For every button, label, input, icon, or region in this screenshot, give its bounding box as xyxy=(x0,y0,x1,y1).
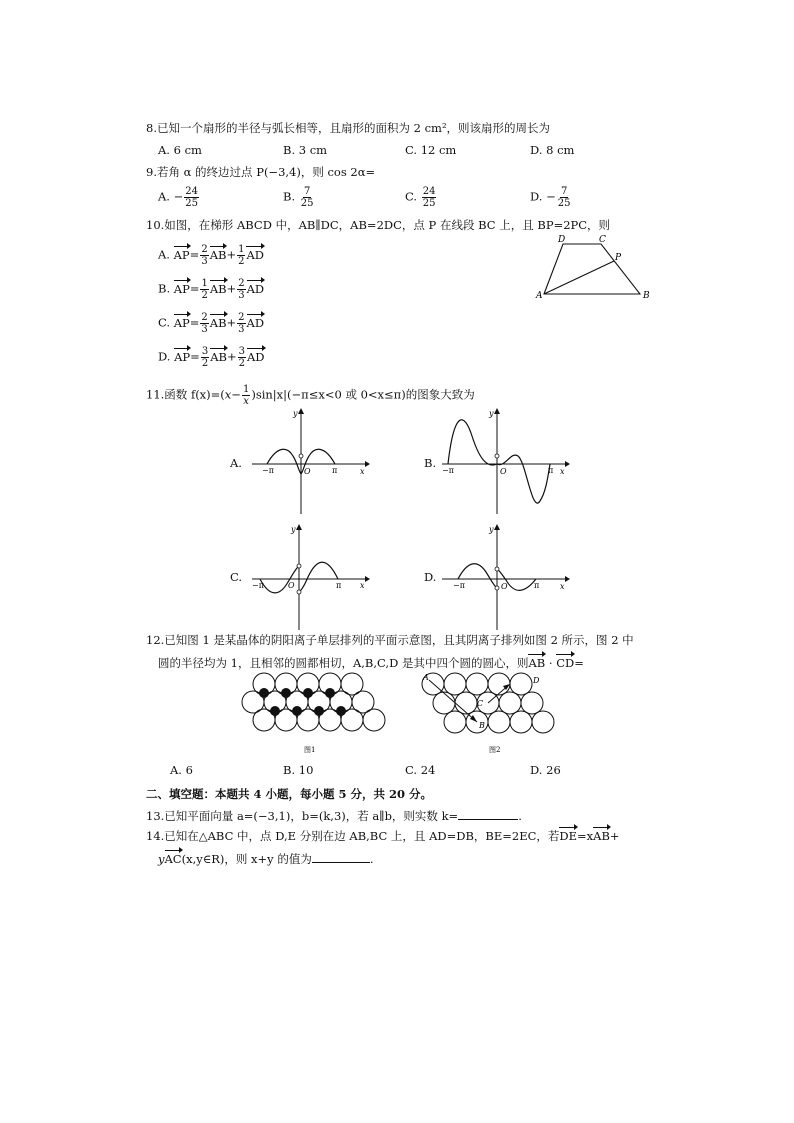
q8-option-c: C. 12 cm xyxy=(405,143,457,157)
svg-text:π: π xyxy=(332,466,338,475)
svg-text:x: x xyxy=(360,581,365,590)
svg-text:π: π xyxy=(336,581,342,590)
svg-text:−π: −π xyxy=(453,581,465,590)
svg-text:O: O xyxy=(304,467,311,476)
q10-option-d: D. AP= $\frac{3}{2}$ AB+ $\frac{3}{2}$ AD xyxy=(158,346,265,369)
q12-option-c: C. 24 xyxy=(405,763,436,777)
q12-stem-line1: 12.已知图 1 是某晶体的阴阳离子单层排列的平面示意图，且其阴离子排列如图 2 所示，图 2 中 xyxy=(146,633,634,647)
fig2-caption: 图2 xyxy=(489,746,501,754)
q10-option-b: B. AP= $\frac{1}{2}$ AB+ $\frac{2}{3}$ AD xyxy=(158,278,265,301)
q11-stem: 11.函数 f(x)=(x− $\frac{1}{x}$ )sin|x|(−π≤x<0 或 0<x≤π)的图象大致为 xyxy=(146,384,475,407)
svg-text:O: O xyxy=(501,582,508,591)
q14-line1: 14.已知在△ABC 中，点 D,E 分别在边 AB,BC 上，且 AD=DB，BE=2EC，若DE=xAB+ xyxy=(146,829,620,843)
svg-text:−π: −π xyxy=(442,466,454,475)
svg-text:y: y xyxy=(291,525,296,534)
svg-text:−π: −π xyxy=(262,466,274,475)
svg-text:C: C xyxy=(477,699,484,708)
q9-option-d: D. − $\frac{7}{25}$ xyxy=(530,186,571,209)
crystal-figure-1 xyxy=(238,668,388,758)
q14-answer-blank[interactable] xyxy=(312,862,370,863)
svg-text:y: y xyxy=(293,409,298,418)
svg-text:D: D xyxy=(533,676,540,685)
svg-text:x: x xyxy=(560,467,565,476)
graph-b xyxy=(440,406,570,516)
q10-stem: 10.如图，在梯形 ABCD 中，AB∥DC，AB=2DC，点 P 在线段 BC 上，且 BP=2PC，则 xyxy=(146,218,611,232)
svg-text:O: O xyxy=(288,581,295,590)
graph-c xyxy=(250,522,370,632)
q10-option-c: C. AP= $\frac{2}{3}$ AB+ $\frac{2}{3}$ AD xyxy=(158,312,265,335)
q13-stem: 13.已知平面向量 a=(−3,1)，b=(k,3)，若 a∥b，则实数 k= . xyxy=(146,809,522,823)
crystal-figure-2 xyxy=(415,668,565,758)
q12-option-b: B. 10 xyxy=(283,763,314,777)
svg-text:π: π xyxy=(548,466,554,475)
graph-d xyxy=(440,522,570,632)
label-p: P xyxy=(615,253,622,263)
svg-text:y: y xyxy=(489,409,494,418)
graph-c-label: C. xyxy=(230,570,243,584)
q10-option-a: A. AP= $\frac{2}{3}$ AB+ $\frac{1}{2}$ AD xyxy=(158,244,264,267)
trapezoid-figure xyxy=(535,232,660,304)
q12-stem-line2: 圆的半径均为 1，且相邻的圆都相切，A,B,C,D 是其中四个圆的圆心，则AB · CD= xyxy=(158,656,584,670)
svg-text:x: x xyxy=(560,582,565,591)
graph-a xyxy=(250,406,370,516)
label-b: B xyxy=(643,291,650,301)
svg-text:A: A xyxy=(423,673,429,682)
graph-a-label: A. xyxy=(230,456,242,470)
q12-option-a: A. 6 xyxy=(170,763,193,777)
q9-option-a: A. − $\frac{24}{25}$ xyxy=(158,186,198,209)
q8-option-b: B. 3 cm xyxy=(283,143,328,157)
label-c: C xyxy=(599,235,606,245)
label-a: A xyxy=(536,291,543,301)
q8-option-d: D. 8 cm xyxy=(530,143,575,157)
q14-line2: yAC(x,y∈R)，则 x+y 的值为 . xyxy=(158,852,374,866)
q8-stem: 8.已知一个扇形的半径与弧长相等，且扇形的面积为 2 cm²，则该扇形的周长为 xyxy=(146,121,551,135)
svg-text:π: π xyxy=(534,581,540,590)
q12-option-d: D. 26 xyxy=(530,763,561,777)
q9-stem: 9.若角 α 的终边过点 P(−3,4)，则 cos 2α= xyxy=(146,165,376,179)
svg-text:y: y xyxy=(489,525,494,534)
svg-text:B: B xyxy=(479,721,485,730)
svg-text:x: x xyxy=(360,467,365,476)
label-d: D xyxy=(558,235,566,245)
q9-option-c: C. $\frac{24}{25}$ xyxy=(405,186,436,209)
graph-d-label: D. xyxy=(424,570,437,584)
fig1-caption: 图1 xyxy=(304,746,316,754)
q13-answer-blank[interactable] xyxy=(458,819,518,820)
q8-option-a: A. 6 cm xyxy=(158,143,202,157)
svg-text:O: O xyxy=(500,467,507,476)
svg-text:−π: −π xyxy=(252,581,264,590)
graph-b-label: B. xyxy=(424,456,437,470)
q9-option-b: B. $\frac{7}{25}$ xyxy=(283,186,314,209)
section-two-heading: 二、填空题：本题共 4 小题，每小题 5 分，共 20 分。 xyxy=(146,787,433,801)
